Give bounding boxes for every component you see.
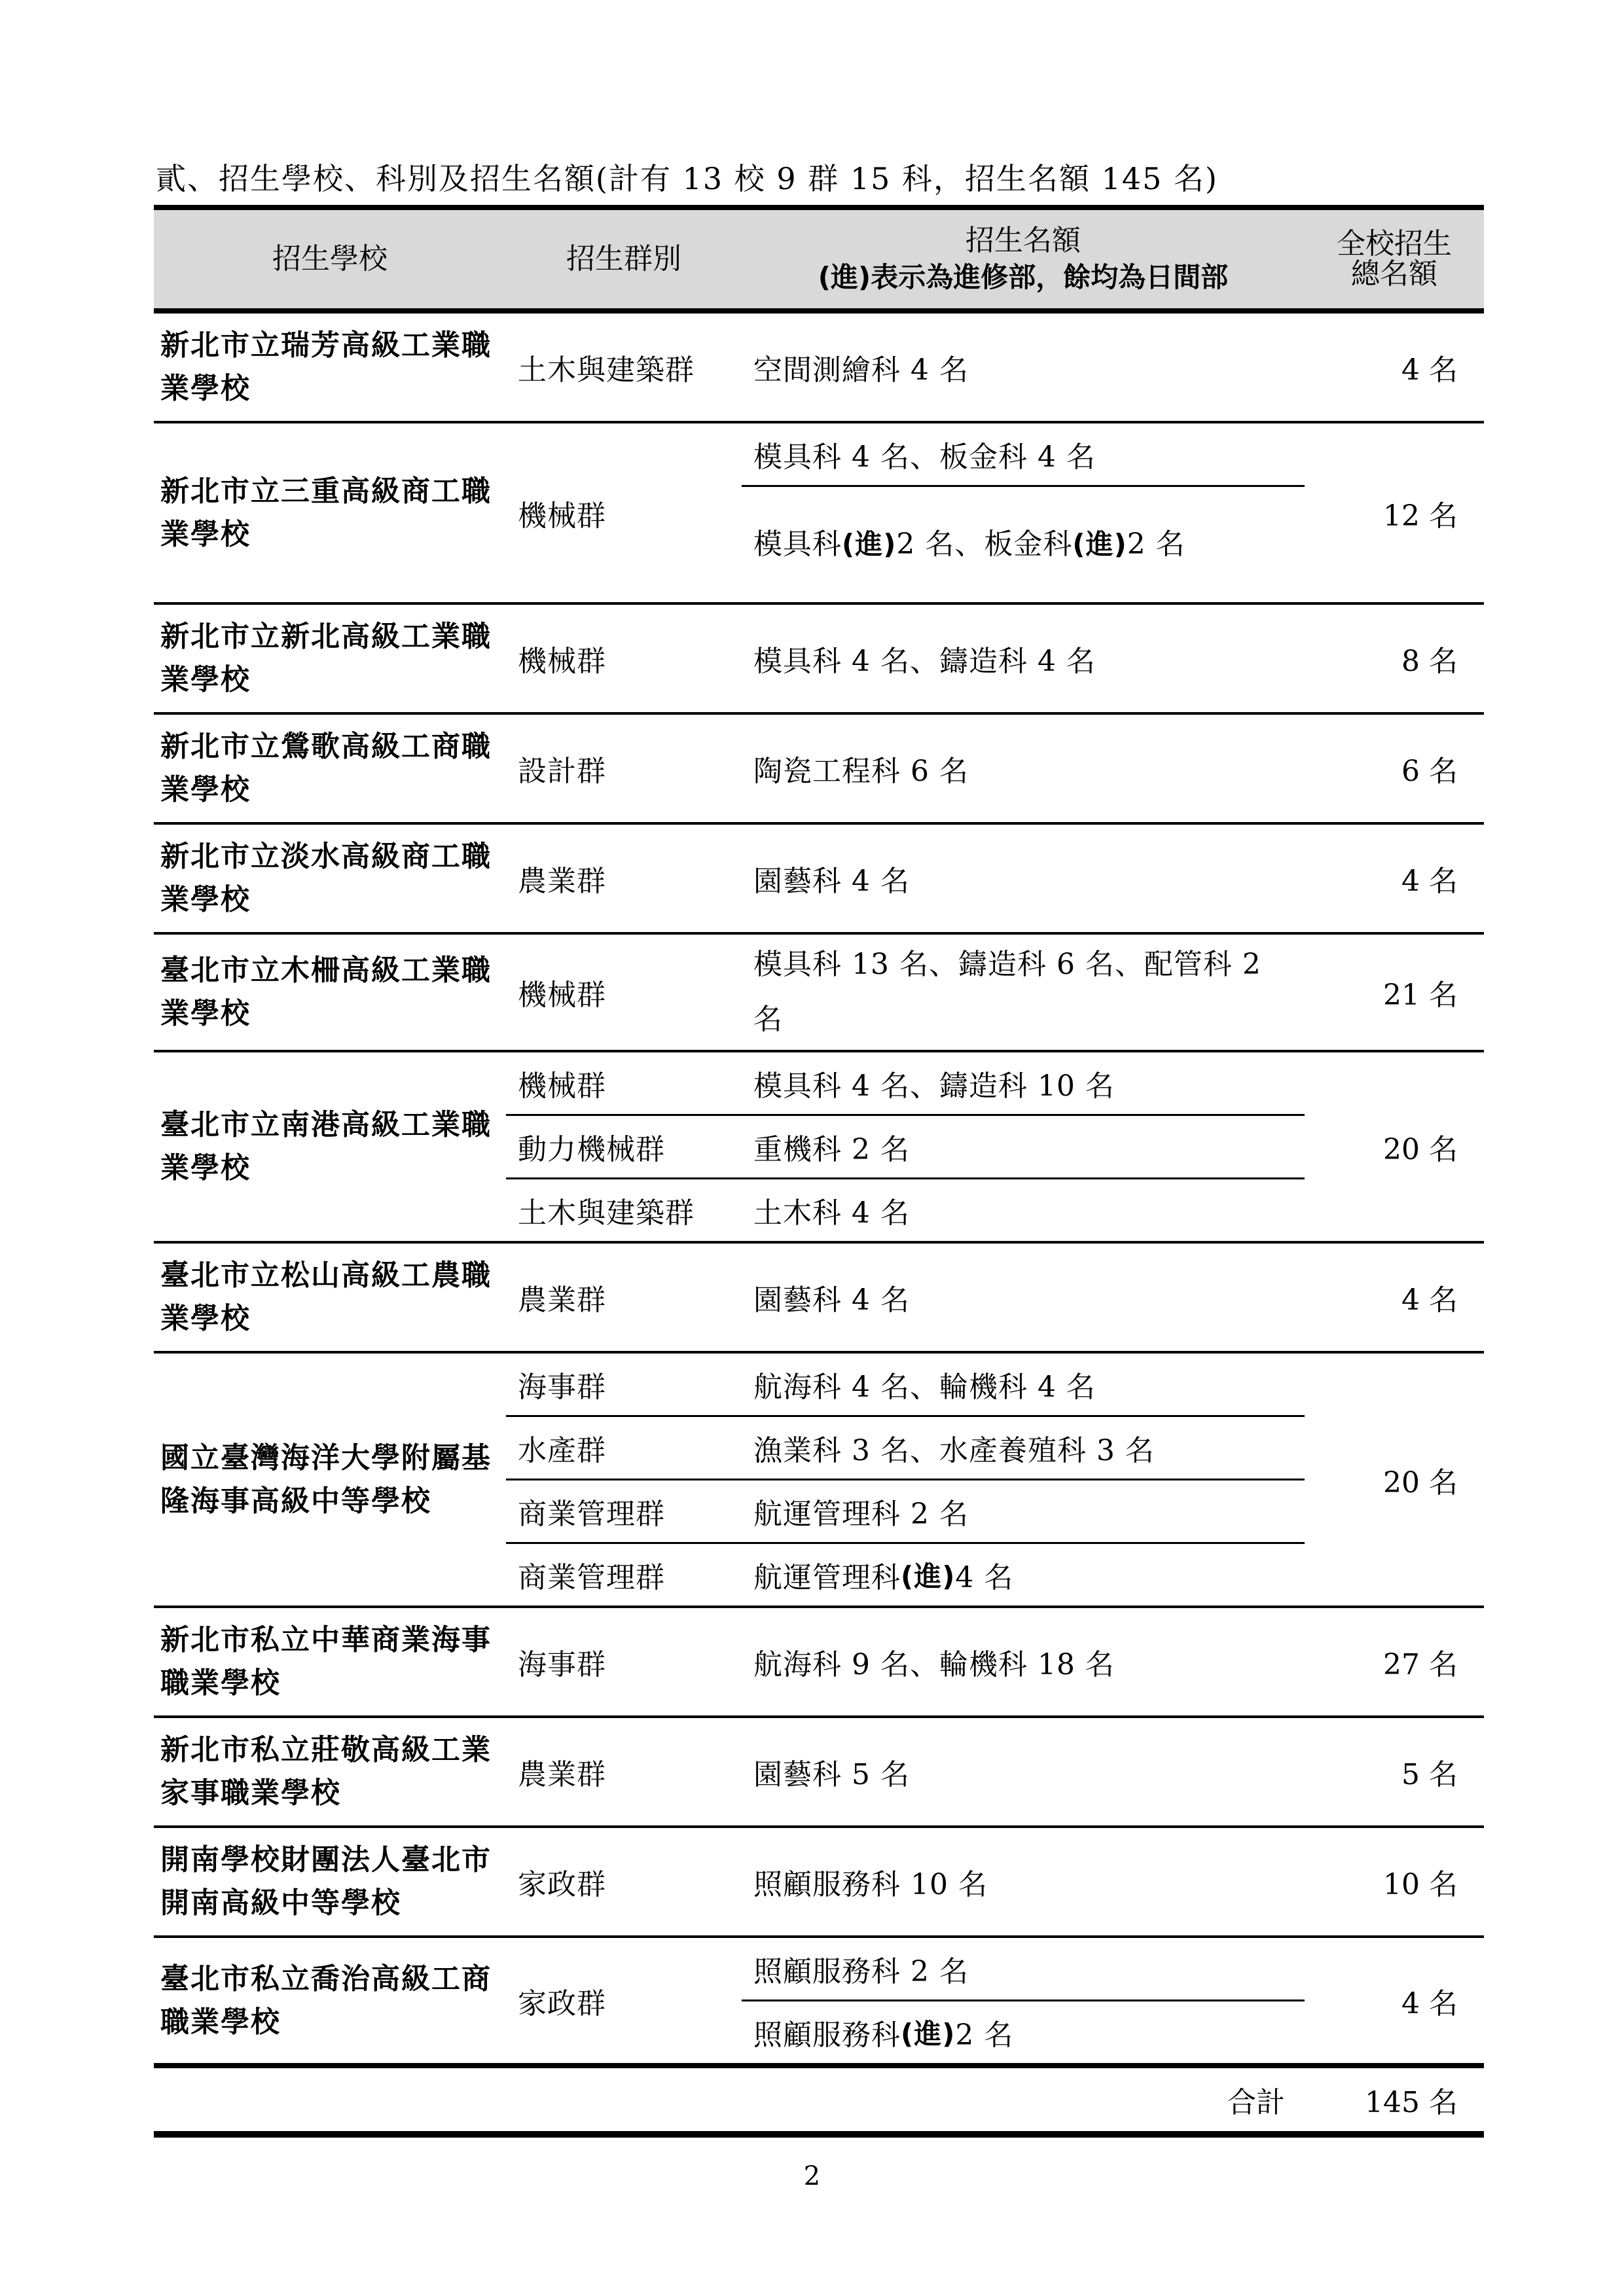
group-cell	[506, 933, 742, 1051]
quota-cell	[742, 1607, 1305, 1717]
group-cell	[506, 713, 742, 823]
quota-list	[742, 935, 1305, 1050]
quota-list	[742, 1851, 1305, 1912]
table-body	[154, 311, 1484, 2134]
header-quota-line1: 招生名額	[965, 224, 1081, 257]
group-cell	[506, 311, 742, 422]
table-row	[154, 1717, 1484, 1827]
quota-cell	[742, 422, 1305, 603]
group-list	[506, 336, 742, 398]
quota-item: 重機科 2 名	[742, 1114, 1305, 1177]
school-total: 4 名	[1401, 353, 1458, 387]
group-name: 土木與建築群	[506, 1177, 742, 1241]
group-list	[506, 1741, 742, 1803]
group-name: 海事群	[518, 1371, 606, 1404]
school-total: 20 名	[1305, 1352, 1484, 1607]
quota-list	[742, 1052, 1305, 1241]
group-name: 海事群	[518, 1648, 606, 1681]
school-total: 10 名	[1305, 1827, 1484, 1937]
night-division-marker: (進)	[901, 1560, 956, 1592]
quota-cell	[742, 1352, 1305, 1607]
group-cell	[506, 1352, 742, 1607]
group-name: 機械群	[518, 499, 606, 533]
group-list	[506, 1354, 742, 1605]
sum-row	[154, 2066, 1484, 2134]
quota-item: 航運管理科 2 名	[742, 1479, 1305, 1542]
quota-item: 航海科 9 名、輪機科 18 名	[753, 1648, 1115, 1681]
quota-list	[742, 848, 1305, 909]
school-total: 4 名	[1305, 823, 1484, 933]
group-name: 商業管理群	[506, 1479, 742, 1542]
quota-item: 園藝科 5 名	[753, 1758, 910, 1791]
group-cell	[506, 1051, 742, 1242]
school-total: 12 名	[1305, 422, 1484, 603]
quota-list	[742, 336, 1305, 398]
group-list	[506, 482, 742, 544]
enrollment-table-container	[154, 205, 1484, 2138]
table-row	[154, 933, 1484, 1051]
table-row	[154, 1352, 1484, 1607]
quota-list	[742, 1741, 1305, 1803]
quota-item: 模具科 4 名、鑄造科 4 名	[753, 645, 1096, 678]
quota-cell	[742, 1717, 1305, 1827]
school-total: 4 名	[1305, 1242, 1484, 1352]
table-row	[154, 1607, 1484, 1717]
group-cell	[506, 422, 742, 603]
table-row	[154, 603, 1484, 713]
quota-item: 照顧服務科 2 名	[753, 1955, 969, 1988]
table-row	[154, 422, 1484, 603]
group-list	[506, 628, 742, 689]
quota-list	[742, 1938, 1305, 2063]
group-list	[506, 961, 742, 1023]
school-name: 開南學校財團法人臺北市開南高級中等學校	[154, 1827, 506, 1937]
quota-cell	[742, 713, 1305, 823]
school-name: 新北市立新北高級工業職業學校	[154, 603, 506, 713]
table-row	[154, 713, 1484, 823]
group-list	[506, 1266, 742, 1328]
quota-list	[742, 423, 1305, 602]
group-list	[506, 1631, 742, 1693]
group-cell	[506, 603, 742, 713]
quota-item: 園藝科 4 名	[753, 1283, 910, 1317]
group-list	[506, 1052, 742, 1241]
quota-list	[742, 628, 1305, 689]
table-row	[154, 311, 1484, 422]
quota-item: 模具科 4 名、板金科 4 名	[753, 440, 1096, 474]
group-name: 農業群	[518, 1283, 606, 1317]
school-name: 新北市立鶯歌高級工商職業學校	[154, 713, 506, 823]
quota-item: 空間測繪科 4 名	[753, 353, 969, 387]
school-total: 27 名	[1305, 1607, 1484, 1717]
school-total: 8 名	[1305, 603, 1484, 713]
header-school: 招生學校	[154, 207, 506, 311]
quota-item: 模具科 13 名、鑄造科 6 名、配管科 2 名	[753, 948, 1261, 1036]
sum-label: 合計	[154, 2066, 1305, 2134]
group-name: 機械群	[518, 978, 606, 1012]
header-total-line2: 總名額	[1351, 257, 1437, 291]
school-name: 國立臺灣海洋大學附屬基隆海事高級中等學校	[154, 1352, 506, 1607]
table-row	[154, 823, 1484, 933]
quota-cell	[742, 1827, 1305, 1937]
quota-list	[742, 738, 1305, 799]
group-list	[506, 1851, 742, 1912]
table-row	[154, 1051, 1484, 1242]
school-name: 新北市私立中華商業海事職業學校	[154, 1607, 506, 1717]
school-total: 4 名	[1305, 1937, 1484, 2066]
group-name: 機械群	[518, 1069, 606, 1103]
quota-cell	[742, 1051, 1305, 1242]
quota-list	[742, 1631, 1305, 1693]
table-row	[154, 1827, 1484, 1937]
group-name: 土木與建築群	[518, 353, 695, 387]
school-name: 新北市立淡水高級商工職業學校	[154, 823, 506, 933]
page-heading: 貳、招生學校、科別及招生名額(計有 13 校 9 群 15 科，招生名額 145 名)	[156, 161, 1219, 196]
quota-item: 航海科 4 名、輪機科 4 名	[753, 1371, 1096, 1404]
night-division-marker: (進)	[842, 528, 897, 560]
school-name: 新北市立三重高級商工職業學校	[154, 422, 506, 603]
night-division-marker: (進)	[1072, 528, 1127, 560]
school-name: 臺北市立南港高級工業職業學校	[154, 1051, 506, 1242]
header-quota-line2: (進)表示為進修部，餘均為日間部	[818, 261, 1229, 293]
quota-cell	[742, 311, 1305, 422]
school-total: 6 名	[1305, 713, 1484, 823]
quota-item: 土木科 4 名	[742, 1177, 1305, 1241]
group-cell	[506, 1717, 742, 1827]
table-row	[154, 1937, 1484, 2066]
school-name: 新北市立瑞芳高級工業職業學校	[160, 329, 492, 405]
group-cell	[506, 1827, 742, 1937]
header-total-line1: 全校招生	[1337, 227, 1452, 260]
group-cell	[506, 1242, 742, 1352]
table-row	[154, 1242, 1484, 1352]
group-cell	[506, 1607, 742, 1717]
group-cell	[506, 1937, 742, 2066]
header-total	[1305, 207, 1484, 311]
school-name: 臺北市立松山高級工農職業學校	[154, 1242, 506, 1352]
quota-cell	[742, 933, 1305, 1051]
group-list	[506, 848, 742, 909]
night-division-marker: (進)	[901, 2018, 956, 2050]
quota-item: 漁業科 3 名、水產養殖科 3 名	[742, 1415, 1305, 1479]
group-name: 設計群	[518, 755, 606, 788]
quota-list	[742, 1266, 1305, 1328]
quota-item: 陶瓷工程科 6 名	[753, 755, 969, 788]
group-list	[506, 1970, 742, 2032]
quota-item: 園藝科 4 名	[753, 865, 910, 898]
group-name: 動力機械群	[506, 1114, 742, 1177]
group-name: 商業管理群	[506, 1542, 742, 1605]
header-quota	[742, 207, 1305, 311]
quota-cell	[742, 823, 1305, 933]
group-name: 家政群	[518, 1986, 606, 2020]
group-name: 農業群	[518, 1758, 606, 1791]
quota-item: 航運管理科 (進) 4 名	[742, 1542, 1305, 1605]
quota-list	[742, 1354, 1305, 1605]
quota-cell	[742, 603, 1305, 713]
group-name: 機械群	[518, 645, 606, 678]
page-number: 2	[803, 2161, 821, 2191]
group-name: 農業群	[518, 865, 606, 898]
quota-cell	[742, 1937, 1305, 2066]
group-name: 水產群	[506, 1415, 742, 1479]
quota-cell	[742, 1242, 1305, 1352]
school-name: 臺北市立木柵高級工業職業學校	[154, 933, 506, 1051]
group-cell	[506, 823, 742, 933]
group-list	[506, 738, 742, 799]
sum-value: 145 名	[1305, 2066, 1484, 2134]
school-total: 20 名	[1305, 1051, 1484, 1242]
group-name: 家政群	[518, 1868, 606, 1901]
quota-item: 照顧服務科 (進) 2 名	[742, 2000, 1305, 2063]
quota-item: 模具科 (進) 2 名、板金科 (進) 2 名	[742, 485, 1305, 602]
school-name: 臺北市私立喬治高級工商職業學校	[154, 1937, 506, 2066]
school-name: 新北市私立莊敬高級工業家事職業學校	[154, 1717, 506, 1827]
table-header	[154, 207, 1484, 311]
enrollment-table	[154, 205, 1484, 2138]
school-total: 21 名	[1305, 933, 1484, 1051]
school-total: 5 名	[1305, 1717, 1484, 1827]
quota-item: 照顧服務科 10 名	[753, 1868, 988, 1901]
header-group: 招生群別	[506, 207, 742, 311]
quota-item: 模具科 4 名、鑄造科 10 名	[753, 1069, 1115, 1103]
